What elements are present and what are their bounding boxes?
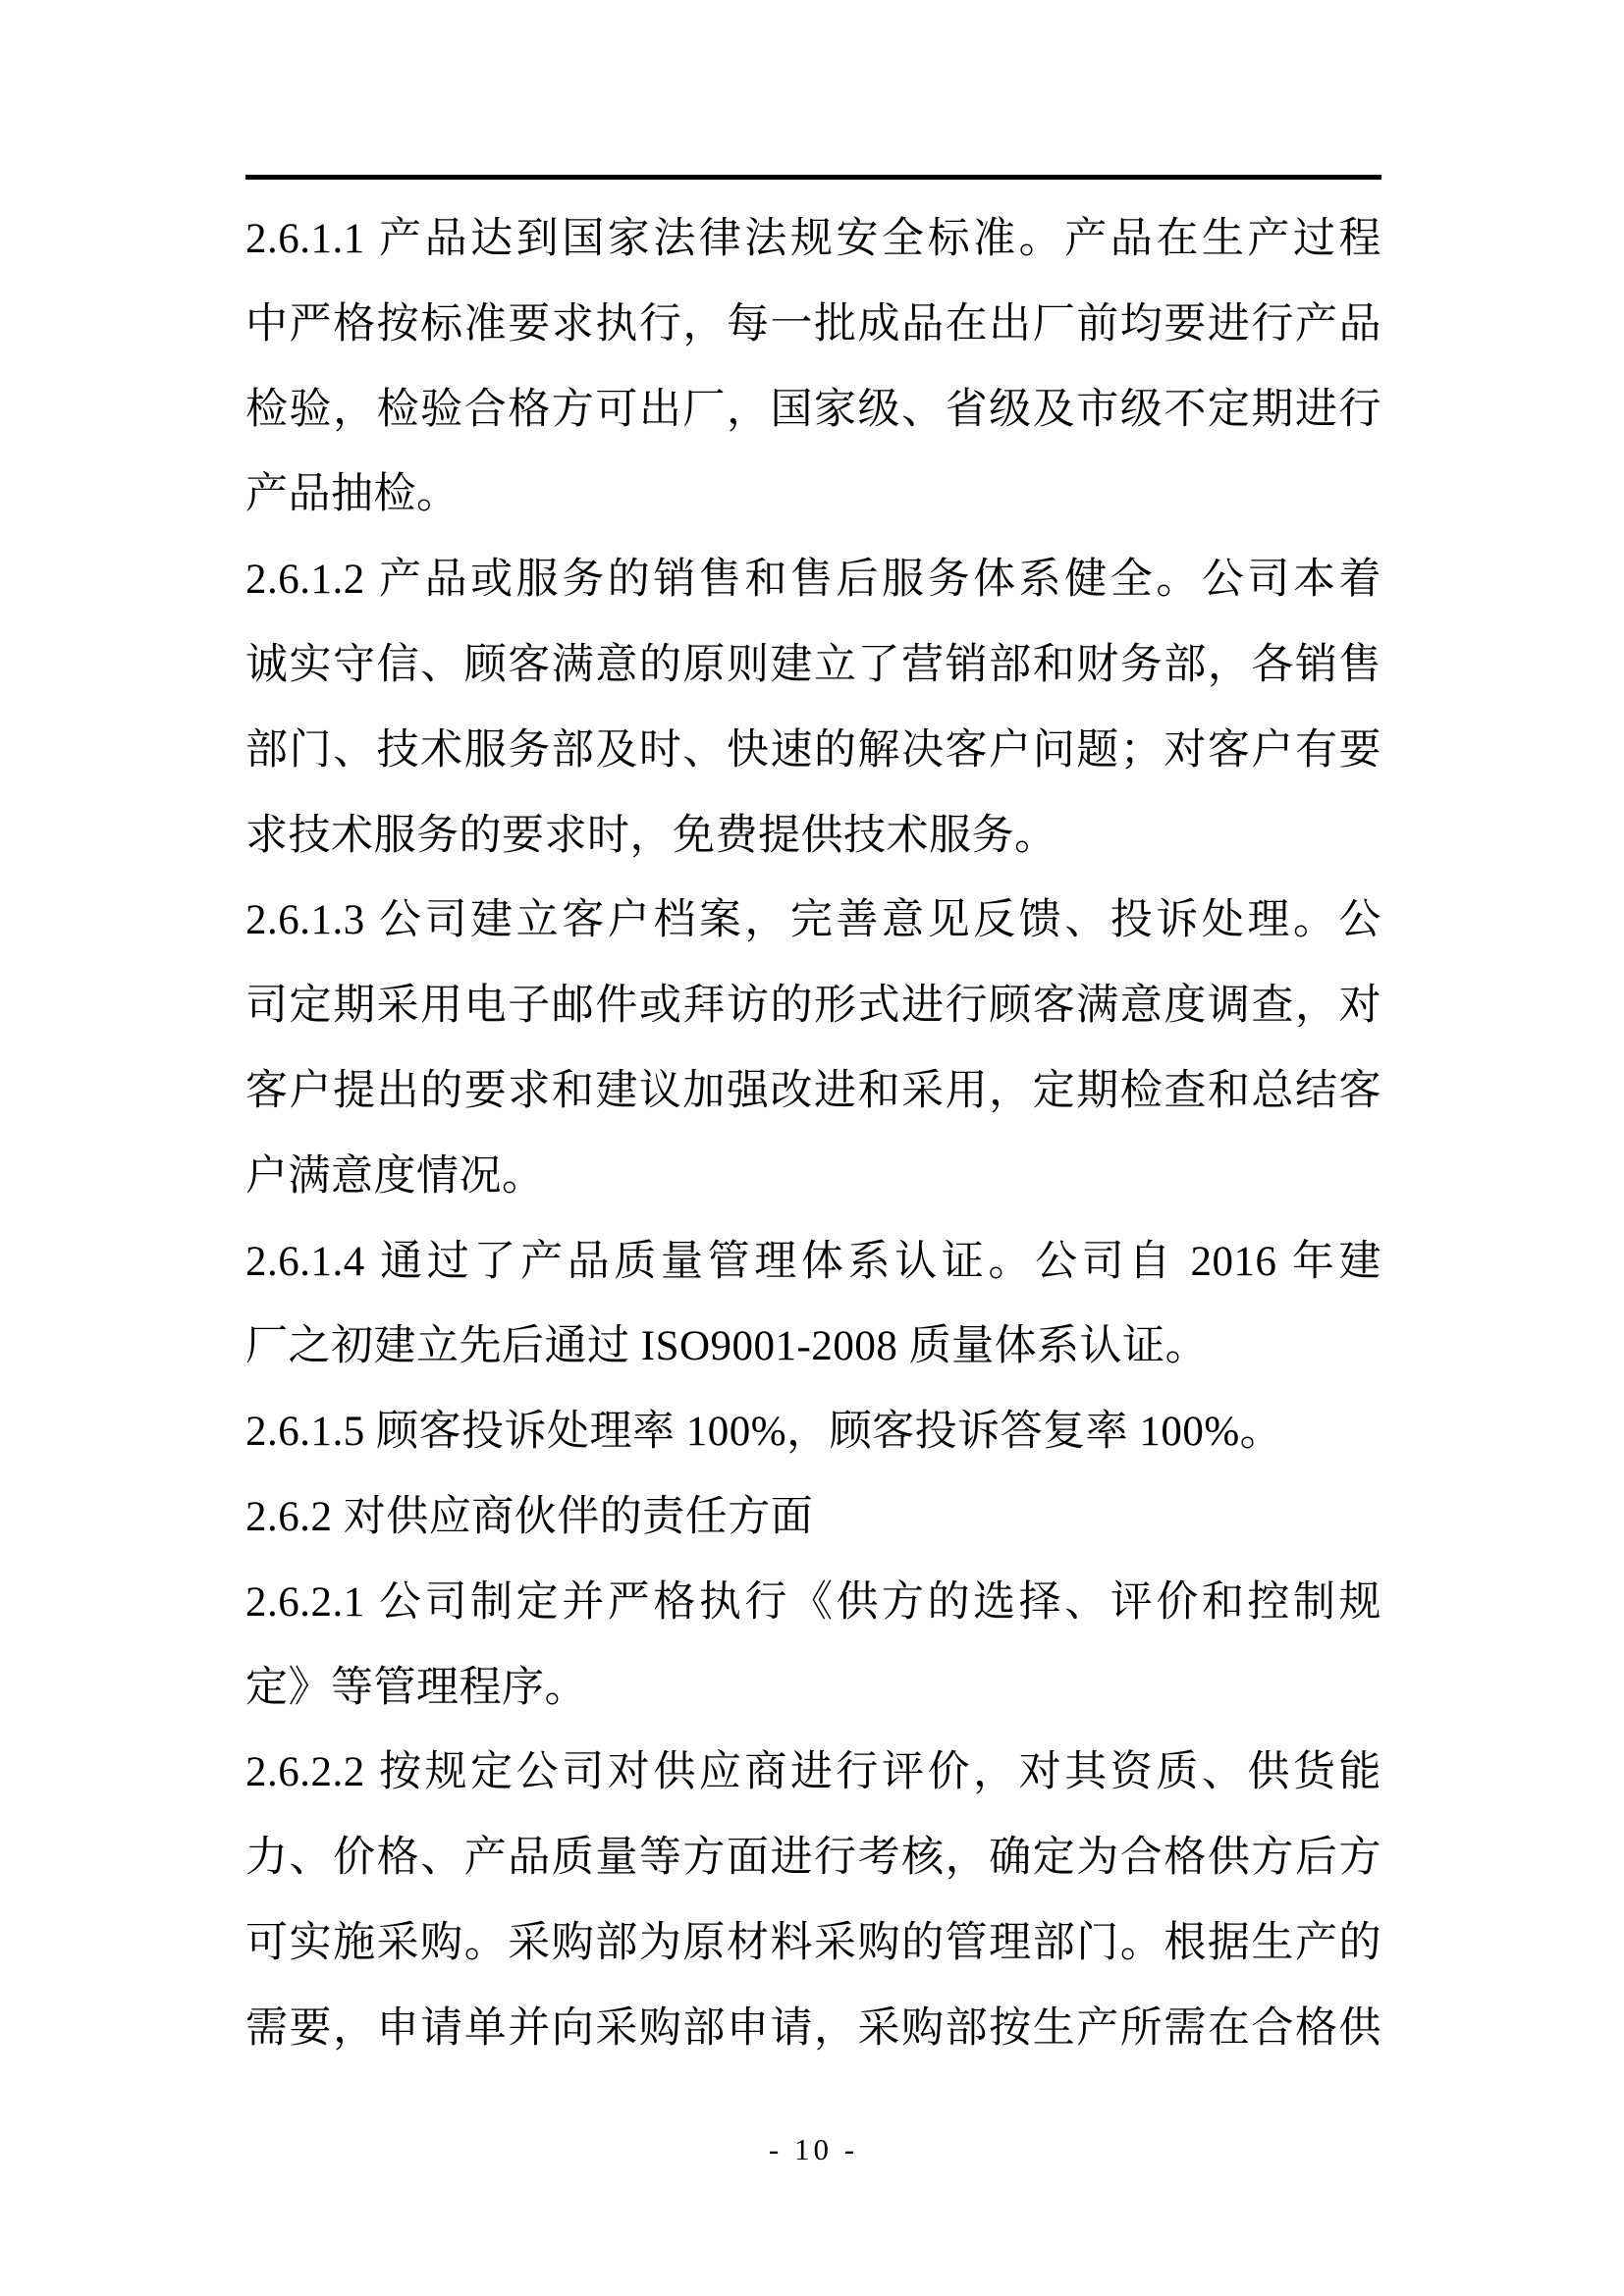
header-divider-line xyxy=(245,175,1381,180)
page-number: - 10 - xyxy=(768,2132,859,2166)
text-line: 力、价格、产品质量等方面进行考核，确定为合格供方后方 xyxy=(245,1835,1381,1882)
text-line: 户满意度情况。 xyxy=(245,1152,545,1200)
text-line: 定》等管理程序。 xyxy=(245,1664,587,1711)
text-line: 诚实守信、顾客满意的原则建立了营销部和财务部，各销售 xyxy=(245,641,1381,688)
text-line: 厂之初建立先后通过 ISO9001-2008 质量体系认证。 xyxy=(245,1323,1209,1370)
text-line: 2.6.1.4 通过了产品质量管理体系认证。公司自 2016 年建 xyxy=(245,1238,1381,1285)
text-line: 中严格按标准要求执行，每一批成品在出厂前均要进行产品 xyxy=(245,300,1381,347)
text-line: 2.6.2.2 按规定公司对供应商进行评价，对其资质、供货能 xyxy=(245,1749,1381,1796)
text-line: 2.6.2.1 公司制定并严格执行《供方的选择、评价和控制规 xyxy=(245,1578,1381,1626)
text-line: 可实施采购。采购部为原材料采购的管理部门。根据生产的 xyxy=(245,1919,1381,1966)
text-line: 产品抽检。 xyxy=(245,471,460,518)
text-line: 2.6.1.1 产品达到国家法律法规安全标准。产品在生产过程 xyxy=(245,216,1381,262)
document-body xyxy=(245,197,1381,2072)
text-line: 检验，检验合格方可出厂，国家级、省级及市级不定期进行 xyxy=(245,386,1381,433)
text-line: 司定期采用电子邮件或拜访的形式进行顾客满意度调查，对 xyxy=(245,983,1381,1030)
text-line: 2.6.1.3 公司建立客户档案，完善意见反馈、投诉处理。公 xyxy=(245,897,1381,944)
text-line: 2.6.1.5 顾客投诉处理率 100%，顾客投诉答复率 100%。 xyxy=(245,1409,1283,1456)
text-line: 部门、技术服务部及时、快速的解决客户问题；对客户有要 xyxy=(245,726,1381,774)
text-line: 求技术服务的要求时，免费提供技术服务。 xyxy=(245,812,1057,859)
text-line: 客户提出的要求和建议加强改进和采用，定期检查和总结客 xyxy=(245,1067,1381,1114)
text-line: 2.6.2 对供应商伙伴的责任方面 xyxy=(245,1493,814,1540)
text-line: 需要，申请单并向采购部申请，采购部按生产所需在合格供 xyxy=(245,2004,1381,2052)
text-line: 2.6.1.2 产品或服务的销售和售后服务体系健全。公司本着 xyxy=(245,557,1381,604)
